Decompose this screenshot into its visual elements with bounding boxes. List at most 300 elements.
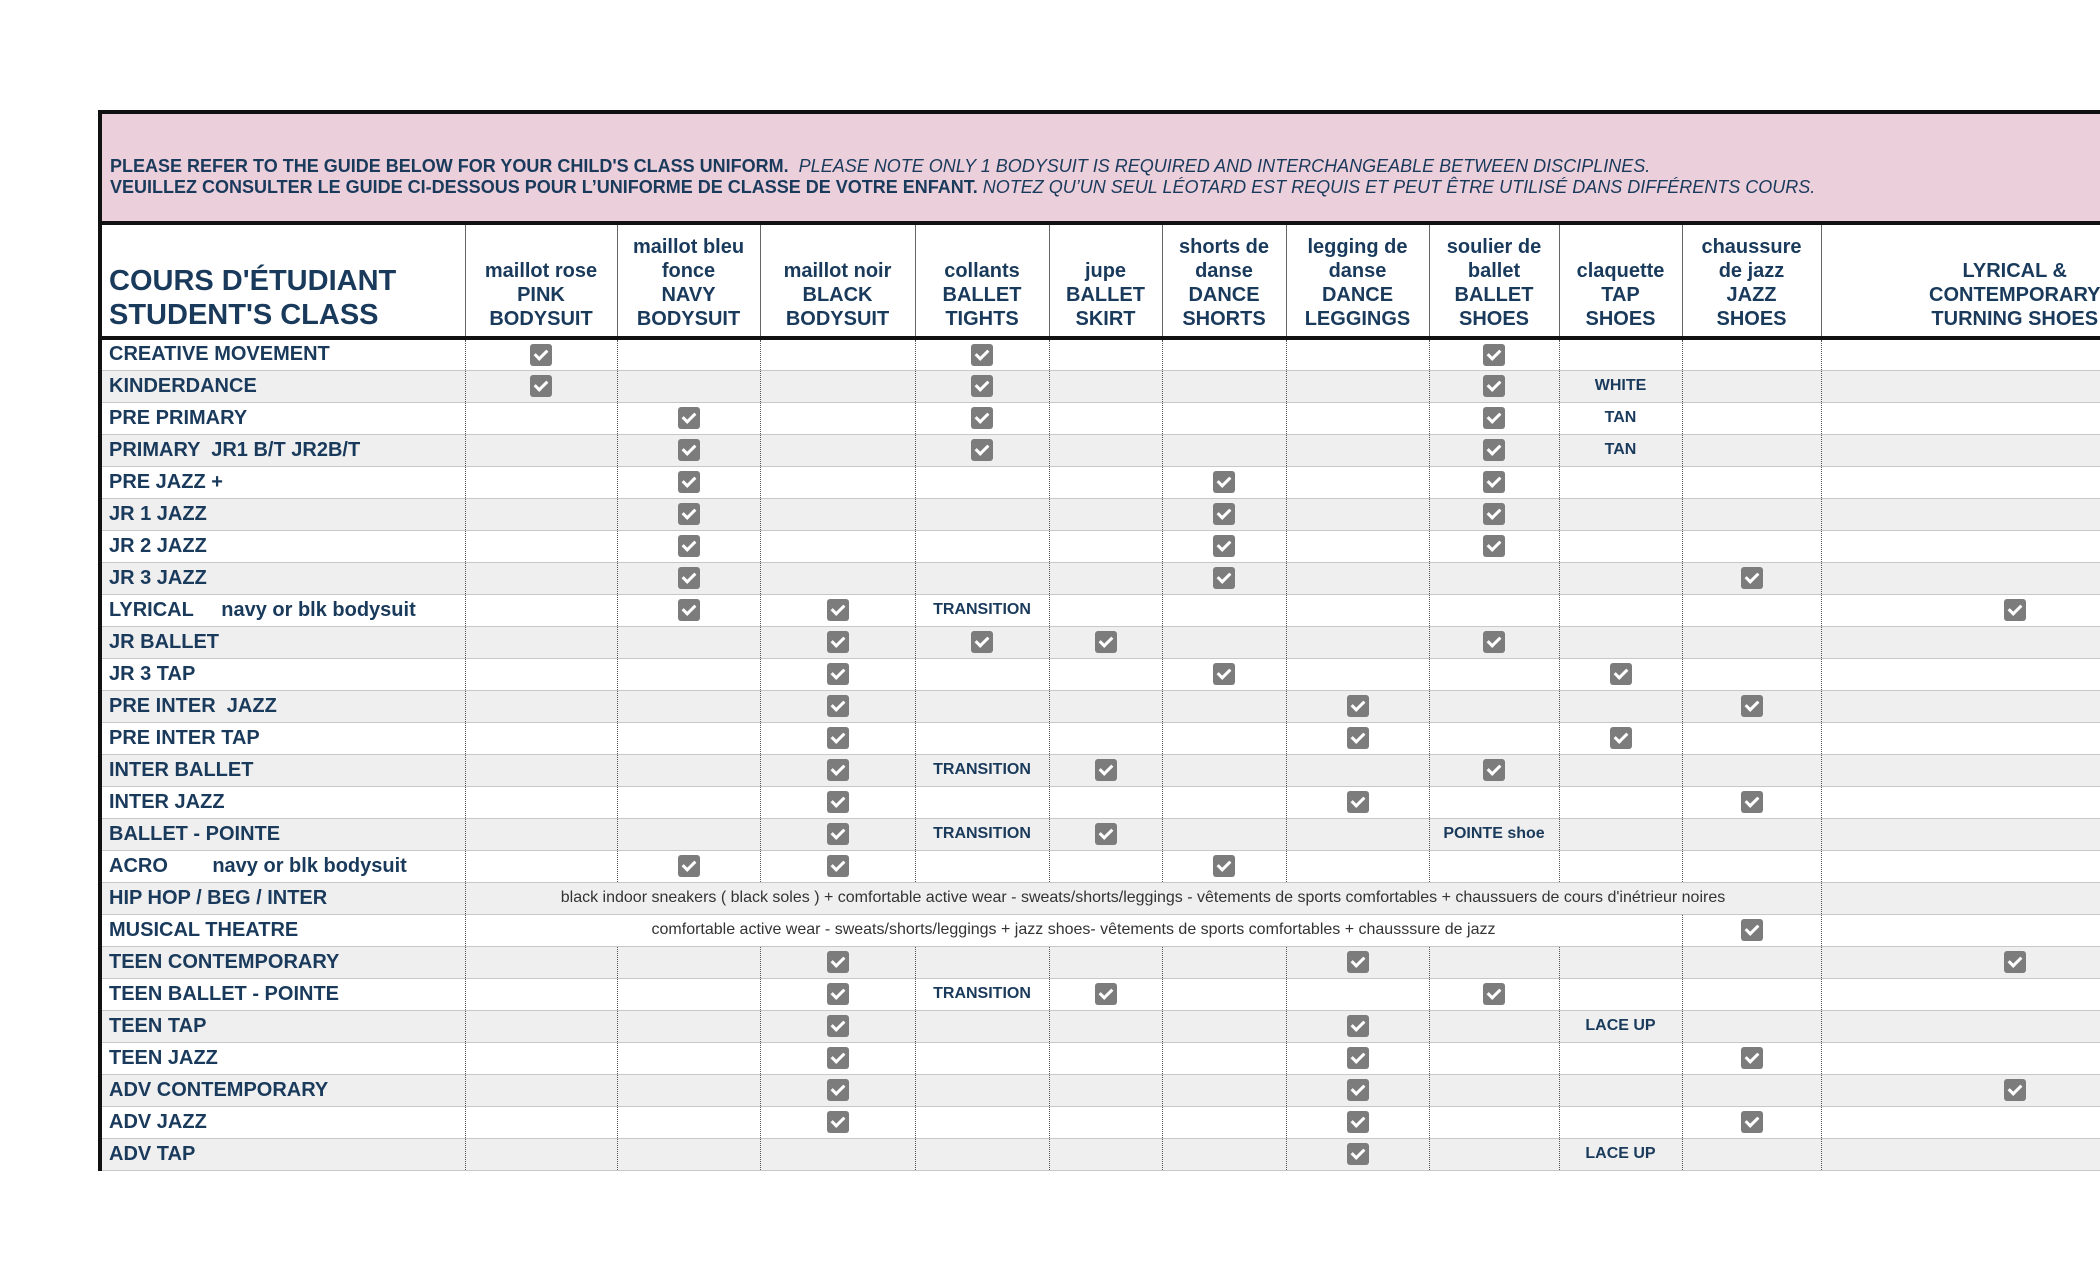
uniform-cell [617, 466, 760, 498]
uniform-cell [1049, 1042, 1162, 1074]
uniform-cell [1429, 754, 1559, 786]
uniform-cell [1162, 530, 1286, 562]
uniform-table [102, 225, 2100, 1171]
uniform-cell [1559, 466, 1682, 498]
checked-box-icon [530, 375, 552, 397]
uniform-cell [1429, 1106, 1559, 1138]
uniform-cell [1429, 626, 1559, 658]
uniform-cell [760, 466, 915, 498]
uniform-cell [1286, 850, 1429, 882]
uniform-cell [1559, 626, 1682, 658]
uniform-cell [1286, 690, 1429, 722]
uniform-cell [465, 658, 617, 690]
uniform-cell [915, 594, 1049, 626]
uniform-cell [915, 658, 1049, 690]
uniform-cell [465, 850, 617, 882]
table-row [102, 690, 2100, 722]
checked-box-icon [1213, 855, 1235, 877]
uniform-cell [1682, 914, 1821, 946]
uniform-cell [1429, 850, 1559, 882]
column-header: claquette TAP SHOES [1559, 225, 1682, 338]
checked-box-icon [678, 407, 700, 429]
uniform-cell [760, 1138, 915, 1170]
table-row [102, 946, 2100, 978]
class-name: CREATIVE MOVEMENT [102, 338, 465, 370]
uniform-cell [1429, 530, 1559, 562]
uniform-cell [915, 402, 1049, 434]
table-row [102, 882, 2100, 914]
class-name: INTER BALLET [102, 754, 465, 786]
checked-box-icon [1483, 759, 1505, 781]
uniform-cell [1682, 978, 1821, 1010]
uniform-cell [1049, 1074, 1162, 1106]
uniform-cell [1049, 594, 1162, 626]
class-name: INTER JAZZ [102, 786, 465, 818]
uniform-cell [1682, 1074, 1821, 1106]
uniform-cell [1429, 1138, 1559, 1170]
checked-box-icon [1610, 663, 1632, 685]
uniform-cell [760, 786, 915, 818]
uniform-cell [1559, 658, 1682, 690]
uniform-cell [1286, 434, 1429, 466]
uniform-cell [1049, 754, 1162, 786]
column-header: jupe BALLET SKIRT [1049, 225, 1162, 338]
uniform-cell [465, 1138, 617, 1170]
checked-box-icon [1483, 375, 1505, 397]
checked-box-icon [1483, 503, 1505, 525]
table-row [102, 1138, 2100, 1170]
checked-box-icon [678, 535, 700, 557]
uniform-cell [1682, 658, 1821, 690]
class-column-header: COURS D'ÉTUDIANT STUDENT'S CLASS [102, 225, 465, 338]
uniform-cell [1429, 498, 1559, 530]
uniform-cell [1429, 690, 1559, 722]
checked-box-icon [1347, 727, 1369, 749]
uniform-cell [1286, 530, 1429, 562]
class-name: LYRICAL navy or blk bodysuit [102, 594, 465, 626]
uniform-cell [760, 946, 915, 978]
uniform-cell [617, 818, 760, 850]
cell-note: TRANSITION [933, 601, 1031, 618]
uniform-cell [1162, 786, 1286, 818]
uniform-cell [915, 1106, 1049, 1138]
uniform-cell [915, 946, 1049, 978]
uniform-cell [1162, 818, 1286, 850]
uniform-cell [1162, 1106, 1286, 1138]
uniform-cell [915, 1074, 1049, 1106]
uniform-cell [1682, 530, 1821, 562]
uniform-cell [915, 530, 1049, 562]
uniform-cell [1429, 722, 1559, 754]
table-row [102, 370, 2100, 402]
instructions-banner [102, 114, 2100, 225]
uniform-cell [1162, 1042, 1286, 1074]
table-row [102, 1042, 2100, 1074]
uniform-cell [1049, 658, 1162, 690]
uniform-cell [760, 850, 915, 882]
uniform-cell [617, 338, 760, 370]
class-name: PRE JAZZ + [102, 466, 465, 498]
uniform-cell [760, 370, 915, 402]
checked-box-icon [1213, 471, 1235, 493]
uniform-cell [1559, 946, 1682, 978]
uniform-cell [1286, 1138, 1429, 1170]
uniform-cell [760, 1074, 915, 1106]
class-name: MUSICAL THEATRE [102, 914, 465, 946]
uniform-cell [465, 786, 617, 818]
checked-box-icon [678, 599, 700, 621]
uniform-cell [1821, 498, 2100, 530]
uniform-note: comfortable active wear - sweats/shorts/leggings + jazz shoes- vêtements de sports comfortables + chausssure de jazz [465, 914, 1682, 946]
uniform-cell [1429, 594, 1559, 626]
uniform-cell [915, 786, 1049, 818]
checked-box-icon [1347, 951, 1369, 973]
uniform-cell [1821, 850, 2100, 882]
uniform-cell [1286, 1010, 1429, 1042]
uniform-cell [1821, 1106, 2100, 1138]
uniform-note: black indoor sneakers ( black soles ) + comfortable active wear - sweats/shorts/leggings - vêtements de sports comfortables + chaussuers de cours d'inétrieur noires [465, 882, 1821, 914]
table-row [102, 818, 2100, 850]
uniform-cell [760, 434, 915, 466]
checked-box-icon [1741, 791, 1763, 813]
checked-box-icon [1347, 791, 1369, 813]
uniform-cell [1682, 338, 1821, 370]
column-header: collants BALLET TIGHTS [915, 225, 1049, 338]
uniform-cell [1682, 722, 1821, 754]
checked-box-icon [827, 1079, 849, 1101]
uniform-cell [1682, 1106, 1821, 1138]
table-row [102, 1106, 2100, 1138]
class-name: JR 3 JAZZ [102, 562, 465, 594]
checked-box-icon [971, 631, 993, 653]
uniform-cell [1429, 978, 1559, 1010]
uniform-cell [1821, 402, 2100, 434]
table-row [102, 530, 2100, 562]
uniform-cell [915, 978, 1049, 1010]
uniform-cell [1162, 850, 1286, 882]
instructions-french-bold: VEUILLEZ CONSULTER LE GUIDE CI-DESSOUS POUR L’UNIFORME DE CLASSE DE VOTRE ENFANT. [110, 177, 978, 197]
uniform-cell [1559, 562, 1682, 594]
uniform-cell [1286, 338, 1429, 370]
uniform-cell [465, 594, 617, 626]
class-name: PRE PRIMARY [102, 402, 465, 434]
uniform-cell [1162, 1010, 1286, 1042]
uniform-cell [617, 1106, 760, 1138]
uniform-cell [617, 370, 760, 402]
checked-box-icon [827, 1015, 849, 1037]
uniform-cell [465, 1074, 617, 1106]
uniform-cell [1429, 658, 1559, 690]
uniform-cell [760, 754, 915, 786]
uniform-cell [617, 1074, 760, 1106]
checked-box-icon [1483, 407, 1505, 429]
uniform-cell [1286, 498, 1429, 530]
uniform-cell [1821, 338, 2100, 370]
uniform-cell [1682, 402, 1821, 434]
uniform-cell [1429, 946, 1559, 978]
column-header: maillot bleu fonce NAVY BODYSUIT [617, 225, 760, 338]
checked-box-icon [1610, 727, 1632, 749]
uniform-cell [1559, 1010, 1682, 1042]
uniform-cell [1162, 1138, 1286, 1170]
class-name: ADV JAZZ [102, 1106, 465, 1138]
uniform-cell [1821, 978, 2100, 1010]
uniform-cell [1821, 1074, 2100, 1106]
checked-box-icon [1741, 695, 1763, 717]
checked-box-icon [1213, 535, 1235, 557]
uniform-cell [760, 530, 915, 562]
uniform-cell [465, 562, 617, 594]
uniform-cell [1682, 690, 1821, 722]
uniform-cell [760, 562, 915, 594]
uniform-cell [1682, 1042, 1821, 1074]
uniform-cell [1682, 466, 1821, 498]
uniform-cell [1286, 786, 1429, 818]
uniform-cell [760, 1010, 915, 1042]
table-row [102, 786, 2100, 818]
uniform-cell [1429, 466, 1559, 498]
cell-note: LACE UP [1585, 1145, 1656, 1162]
table-body [102, 338, 2100, 1170]
uniform-cell [465, 626, 617, 658]
uniform-cell [617, 1010, 760, 1042]
uniform-cell [617, 850, 760, 882]
uniform-cell [1821, 754, 2100, 786]
uniform-cell [1821, 1042, 2100, 1074]
column-header: soulier de ballet BALLET SHOES [1429, 225, 1559, 338]
checked-box-icon [827, 791, 849, 813]
checked-box-icon [1741, 1047, 1763, 1069]
uniform-cell [915, 818, 1049, 850]
uniform-cell [1682, 626, 1821, 658]
uniform-cell [1162, 434, 1286, 466]
table-row [102, 434, 2100, 466]
uniform-cell [617, 658, 760, 690]
uniform-cell [1162, 338, 1286, 370]
uniform-cell [1162, 562, 1286, 594]
uniform-cell [760, 1106, 915, 1138]
uniform-cell [1682, 1010, 1821, 1042]
uniform-cell [1559, 498, 1682, 530]
table-row [102, 626, 2100, 658]
uniform-cell [915, 370, 1049, 402]
uniform-cell [617, 690, 760, 722]
uniform-cell [1682, 946, 1821, 978]
uniform-cell [1682, 370, 1821, 402]
uniform-cell [915, 498, 1049, 530]
table-row [102, 402, 2100, 434]
uniform-cell [465, 530, 617, 562]
uniform-cell [1821, 370, 2100, 402]
uniform-cell [465, 978, 617, 1010]
uniform-cell [1162, 402, 1286, 434]
uniform-cell [1559, 594, 1682, 626]
uniform-cell [915, 1010, 1049, 1042]
uniform-cell [1049, 530, 1162, 562]
uniform-cell [1162, 978, 1286, 1010]
uniform-cell [1286, 1042, 1429, 1074]
uniform-cell [1286, 402, 1429, 434]
uniform-cell [617, 530, 760, 562]
uniform-cell [1559, 1042, 1682, 1074]
uniform-cell [1286, 946, 1429, 978]
uniform-cell [1162, 946, 1286, 978]
uniform-cell [1286, 1106, 1429, 1138]
uniform-cell [1049, 338, 1162, 370]
class-name: TEEN TAP [102, 1010, 465, 1042]
uniform-cell [1429, 562, 1559, 594]
uniform-cell [760, 338, 915, 370]
uniform-cell [465, 690, 617, 722]
uniform-cell [1821, 1010, 2100, 1042]
column-header: maillot noir BLACK BODYSUIT [760, 225, 915, 338]
table-row [102, 978, 2100, 1010]
uniform-cell [1429, 1010, 1559, 1042]
uniform-cell [1821, 626, 2100, 658]
uniform-cell [1821, 594, 2100, 626]
uniform-cell [465, 434, 617, 466]
uniform-cell [1821, 562, 2100, 594]
table-row [102, 914, 2100, 946]
uniform-cell [1821, 882, 2100, 914]
uniform-cell [1682, 434, 1821, 466]
class-name: ADV TAP [102, 1138, 465, 1170]
uniform-cell [915, 466, 1049, 498]
uniform-cell [915, 626, 1049, 658]
checked-box-icon [1213, 663, 1235, 685]
cell-note: TRANSITION [933, 985, 1031, 1002]
uniform-cell [915, 562, 1049, 594]
uniform-cell [1821, 786, 2100, 818]
uniform-cell [1559, 434, 1682, 466]
class-name: JR 2 JAZZ [102, 530, 465, 562]
table-row [102, 658, 2100, 690]
uniform-cell [1682, 818, 1821, 850]
checked-box-icon [1347, 1079, 1369, 1101]
uniform-cell [1286, 658, 1429, 690]
checked-box-icon [1483, 344, 1505, 366]
class-name: PRE INTER TAP [102, 722, 465, 754]
uniform-cell [1559, 818, 1682, 850]
uniform-cell [760, 690, 915, 722]
uniform-cell [760, 402, 915, 434]
uniform-cell [465, 402, 617, 434]
uniform-cell [1559, 722, 1682, 754]
uniform-cell [1821, 434, 2100, 466]
checked-box-icon [827, 951, 849, 973]
uniform-cell [1821, 658, 2100, 690]
uniform-cell [1682, 850, 1821, 882]
uniform-cell [760, 722, 915, 754]
uniform-cell [760, 594, 915, 626]
uniform-cell [617, 626, 760, 658]
checked-box-icon [1095, 823, 1117, 845]
uniform-cell [760, 626, 915, 658]
uniform-cell [1162, 754, 1286, 786]
class-name: PRE INTER JAZZ [102, 690, 465, 722]
uniform-cell [1162, 1074, 1286, 1106]
uniform-cell [617, 946, 760, 978]
uniform-guide-sheet [98, 110, 2100, 1171]
checked-box-icon [678, 503, 700, 525]
uniform-cell [1162, 498, 1286, 530]
uniform-cell [1049, 1010, 1162, 1042]
uniform-cell [1429, 786, 1559, 818]
uniform-cell [617, 978, 760, 1010]
uniform-cell [1286, 978, 1429, 1010]
checked-box-icon [2004, 599, 2026, 621]
checked-box-icon [1347, 1047, 1369, 1069]
uniform-cell [1049, 370, 1162, 402]
checked-box-icon [827, 823, 849, 845]
uniform-cell [1049, 722, 1162, 754]
class-name: JR 3 TAP [102, 658, 465, 690]
checked-box-icon [1213, 567, 1235, 589]
uniform-cell [1559, 690, 1682, 722]
uniform-cell [465, 754, 617, 786]
uniform-cell [617, 722, 760, 754]
checked-box-icon [1095, 759, 1117, 781]
checked-box-icon [827, 631, 849, 653]
uniform-cell [1286, 818, 1429, 850]
checked-box-icon [827, 663, 849, 685]
uniform-cell [1162, 658, 1286, 690]
uniform-cell [617, 562, 760, 594]
uniform-cell [915, 1138, 1049, 1170]
uniform-cell [617, 786, 760, 818]
checked-box-icon [827, 1047, 849, 1069]
uniform-cell [915, 434, 1049, 466]
checked-box-icon [971, 407, 993, 429]
uniform-cell [1049, 978, 1162, 1010]
uniform-cell [1821, 722, 2100, 754]
cell-note: TRANSITION [933, 825, 1031, 842]
uniform-cell [1049, 1138, 1162, 1170]
uniform-cell [1821, 818, 2100, 850]
checked-box-icon [827, 759, 849, 781]
uniform-cell [760, 658, 915, 690]
table-row [102, 1010, 2100, 1042]
uniform-cell [760, 978, 915, 1010]
checked-box-icon [1483, 983, 1505, 1005]
table-row [102, 1074, 2100, 1106]
uniform-cell [617, 434, 760, 466]
uniform-cell [1286, 722, 1429, 754]
table-row [102, 850, 2100, 882]
uniform-cell [1559, 370, 1682, 402]
uniform-cell [1286, 466, 1429, 498]
uniform-cell [1559, 978, 1682, 1010]
column-header: maillot rose PINK BODYSUIT [465, 225, 617, 338]
checked-box-icon [971, 439, 993, 461]
instructions-line-french [110, 177, 2100, 198]
cell-note: LACE UP [1585, 1017, 1656, 1034]
checked-box-icon [971, 344, 993, 366]
table-header-row [102, 225, 2100, 338]
checked-box-icon [2004, 1079, 2026, 1101]
uniform-cell [1049, 690, 1162, 722]
checked-box-icon [1347, 1111, 1369, 1133]
uniform-cell [1559, 1074, 1682, 1106]
class-name: TEEN JAZZ [102, 1042, 465, 1074]
uniform-cell [760, 1042, 915, 1074]
uniform-cell [1821, 1138, 2100, 1170]
uniform-cell [617, 754, 760, 786]
uniform-cell [1286, 562, 1429, 594]
uniform-cell [1162, 626, 1286, 658]
uniform-cell [465, 1010, 617, 1042]
uniform-cell [1429, 338, 1559, 370]
